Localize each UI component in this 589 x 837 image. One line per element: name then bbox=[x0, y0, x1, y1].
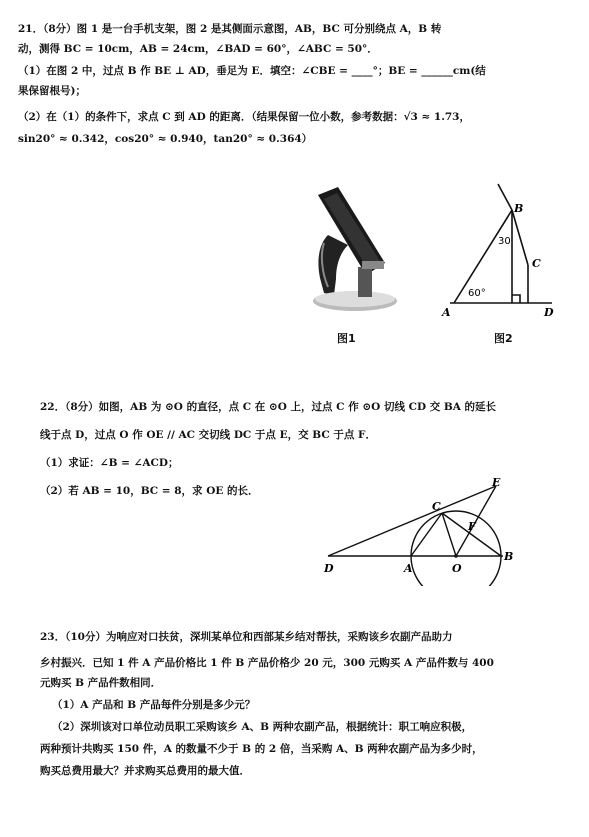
q21-line-2: 动，测得 BC = 10cm，AB = 24cm，∠BAD = 60°，∠ABC = 50°． bbox=[18, 43, 378, 55]
fig22-label-A: A bbox=[404, 562, 413, 575]
q23-line-2: 乡村振兴．已知 1 件 A 产品价格比 1 件 B 产品价格少 20 元，300 元购买 A 产品件数与 400 bbox=[40, 657, 494, 669]
figure-1-phone-stand bbox=[300, 183, 400, 323]
q23-line-1: 23．（10分）为响应对口扶贫，深圳某单位和西部某乡结对帮扶，采购该乡农副产品助力 bbox=[40, 631, 453, 643]
fig2-angle-60: 60° bbox=[468, 288, 486, 299]
fig22-label-C: C bbox=[432, 500, 441, 513]
fig22-label-E: E bbox=[492, 476, 501, 489]
q22-line-3: （1）求证：∠B = ∠ACD； bbox=[40, 457, 179, 469]
q21-line-4: 果保留根号)； bbox=[18, 85, 86, 97]
fig2-label-A: A bbox=[442, 306, 451, 319]
figure-q22-circle-diagram bbox=[318, 476, 528, 586]
figure-1-caption: 图1 bbox=[337, 332, 356, 345]
fig2-label-D: D bbox=[544, 306, 554, 319]
q21-line-3: （1）在图 2 中，过点 B 作 BE ⊥ AD，垂足为 E．填空：∠CBE = ____°；BE = ______cm(结 bbox=[18, 65, 486, 77]
q22-line-1: 22．（8分）如图，AB 为 ⊙O 的直径，点 C 在 ⊙O 上，过点 C 作 ⊙O 切线 CD 交 BA 的延长 bbox=[40, 401, 497, 413]
q23-line-5: （2）深圳该对口单位动员职工采购该乡 A、B 两种农副产品，根据统计：职工响应积极， bbox=[52, 721, 473, 733]
q23-line-7: 购买总费用最大？并求购买总费用的最大值． bbox=[40, 765, 250, 777]
q21-line-6: sin20° ≈ 0.342，cos20° ≈ 0.940，tan20° ≈ 0.364） bbox=[18, 133, 313, 145]
fig22-label-D: D bbox=[324, 562, 334, 575]
fig2-angle-30: 30 bbox=[498, 236, 511, 247]
q21-line-1: 21．（8分）图 1 是一台手机支架，图 2 是其侧面示意图，AB，BC 可分别绕点 A，B 转 bbox=[18, 23, 442, 35]
fig22-label-B: B bbox=[504, 550, 514, 563]
fig2-label-C: C bbox=[532, 257, 541, 270]
q21-line-5: （2）在（1）的条件下，求点 C 到 AD 的距离．（结果保留一位小数，参考数据：√3 ≈ 1.73， bbox=[18, 111, 470, 123]
q23-line-6: 两种预计共购买 150 件，A 的数量不少于 B 的 2 倍，当采购 A、B 两种农副产品为多少时， bbox=[40, 743, 483, 755]
fig2-label-B: B bbox=[514, 202, 524, 215]
figure-2-diagram bbox=[440, 180, 560, 320]
fig22-label-F: F bbox=[468, 520, 476, 533]
q22-line-2: 线于点 D，过点 O 作 OE // AC 交切线 DC 于点 E，交 BC 于点 F． bbox=[40, 429, 376, 441]
figure-2-caption: 图2 bbox=[494, 332, 513, 345]
fig22-label-O: O bbox=[452, 562, 462, 575]
q22-line-4: （2）若 AB = 10，BC = 8，求 OE 的长． bbox=[40, 485, 259, 497]
q23-line-4: （1）A 产品和 B 产品每件分别是多少元？ bbox=[52, 699, 256, 711]
q23-line-3: 元购买 B 产品件数相同． bbox=[40, 677, 162, 689]
